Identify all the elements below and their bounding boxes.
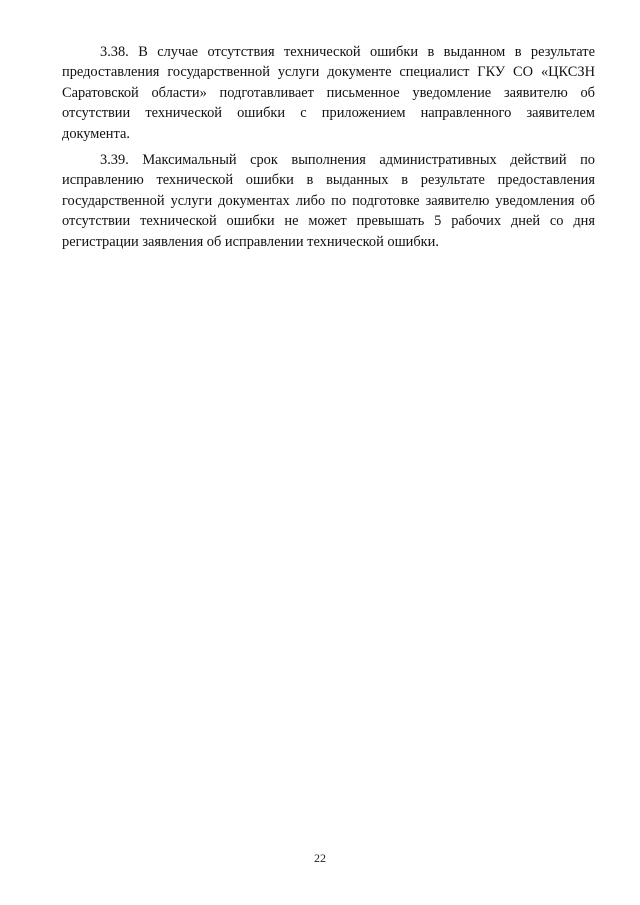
paragraph-3-39: 3.39. Максимальный срок выполнения административных действий по исправлению технической ошибки в выданных в результате предоставления государственной услуги документах либо по подготовке заявителю уведомления об отсутствии технической ошибки не может превышать 5 рабочих дней со дня регистрации заявления об исправлении технической ошибки.: [62, 152, 595, 250]
document-body: [62, 42, 595, 258]
paragraph-3-38: 3.38. В случае отсутствия технической ошибки в выданном в результате предоставления государственной услуги документе специалист ГКУ СО «ЦКСЗН Саратовской области» подготавливает письменное уведомление заявителю об отсутствии технической ошибки с приложением направленного заявителем документа.: [62, 44, 595, 142]
page-number: 22: [314, 851, 326, 865]
